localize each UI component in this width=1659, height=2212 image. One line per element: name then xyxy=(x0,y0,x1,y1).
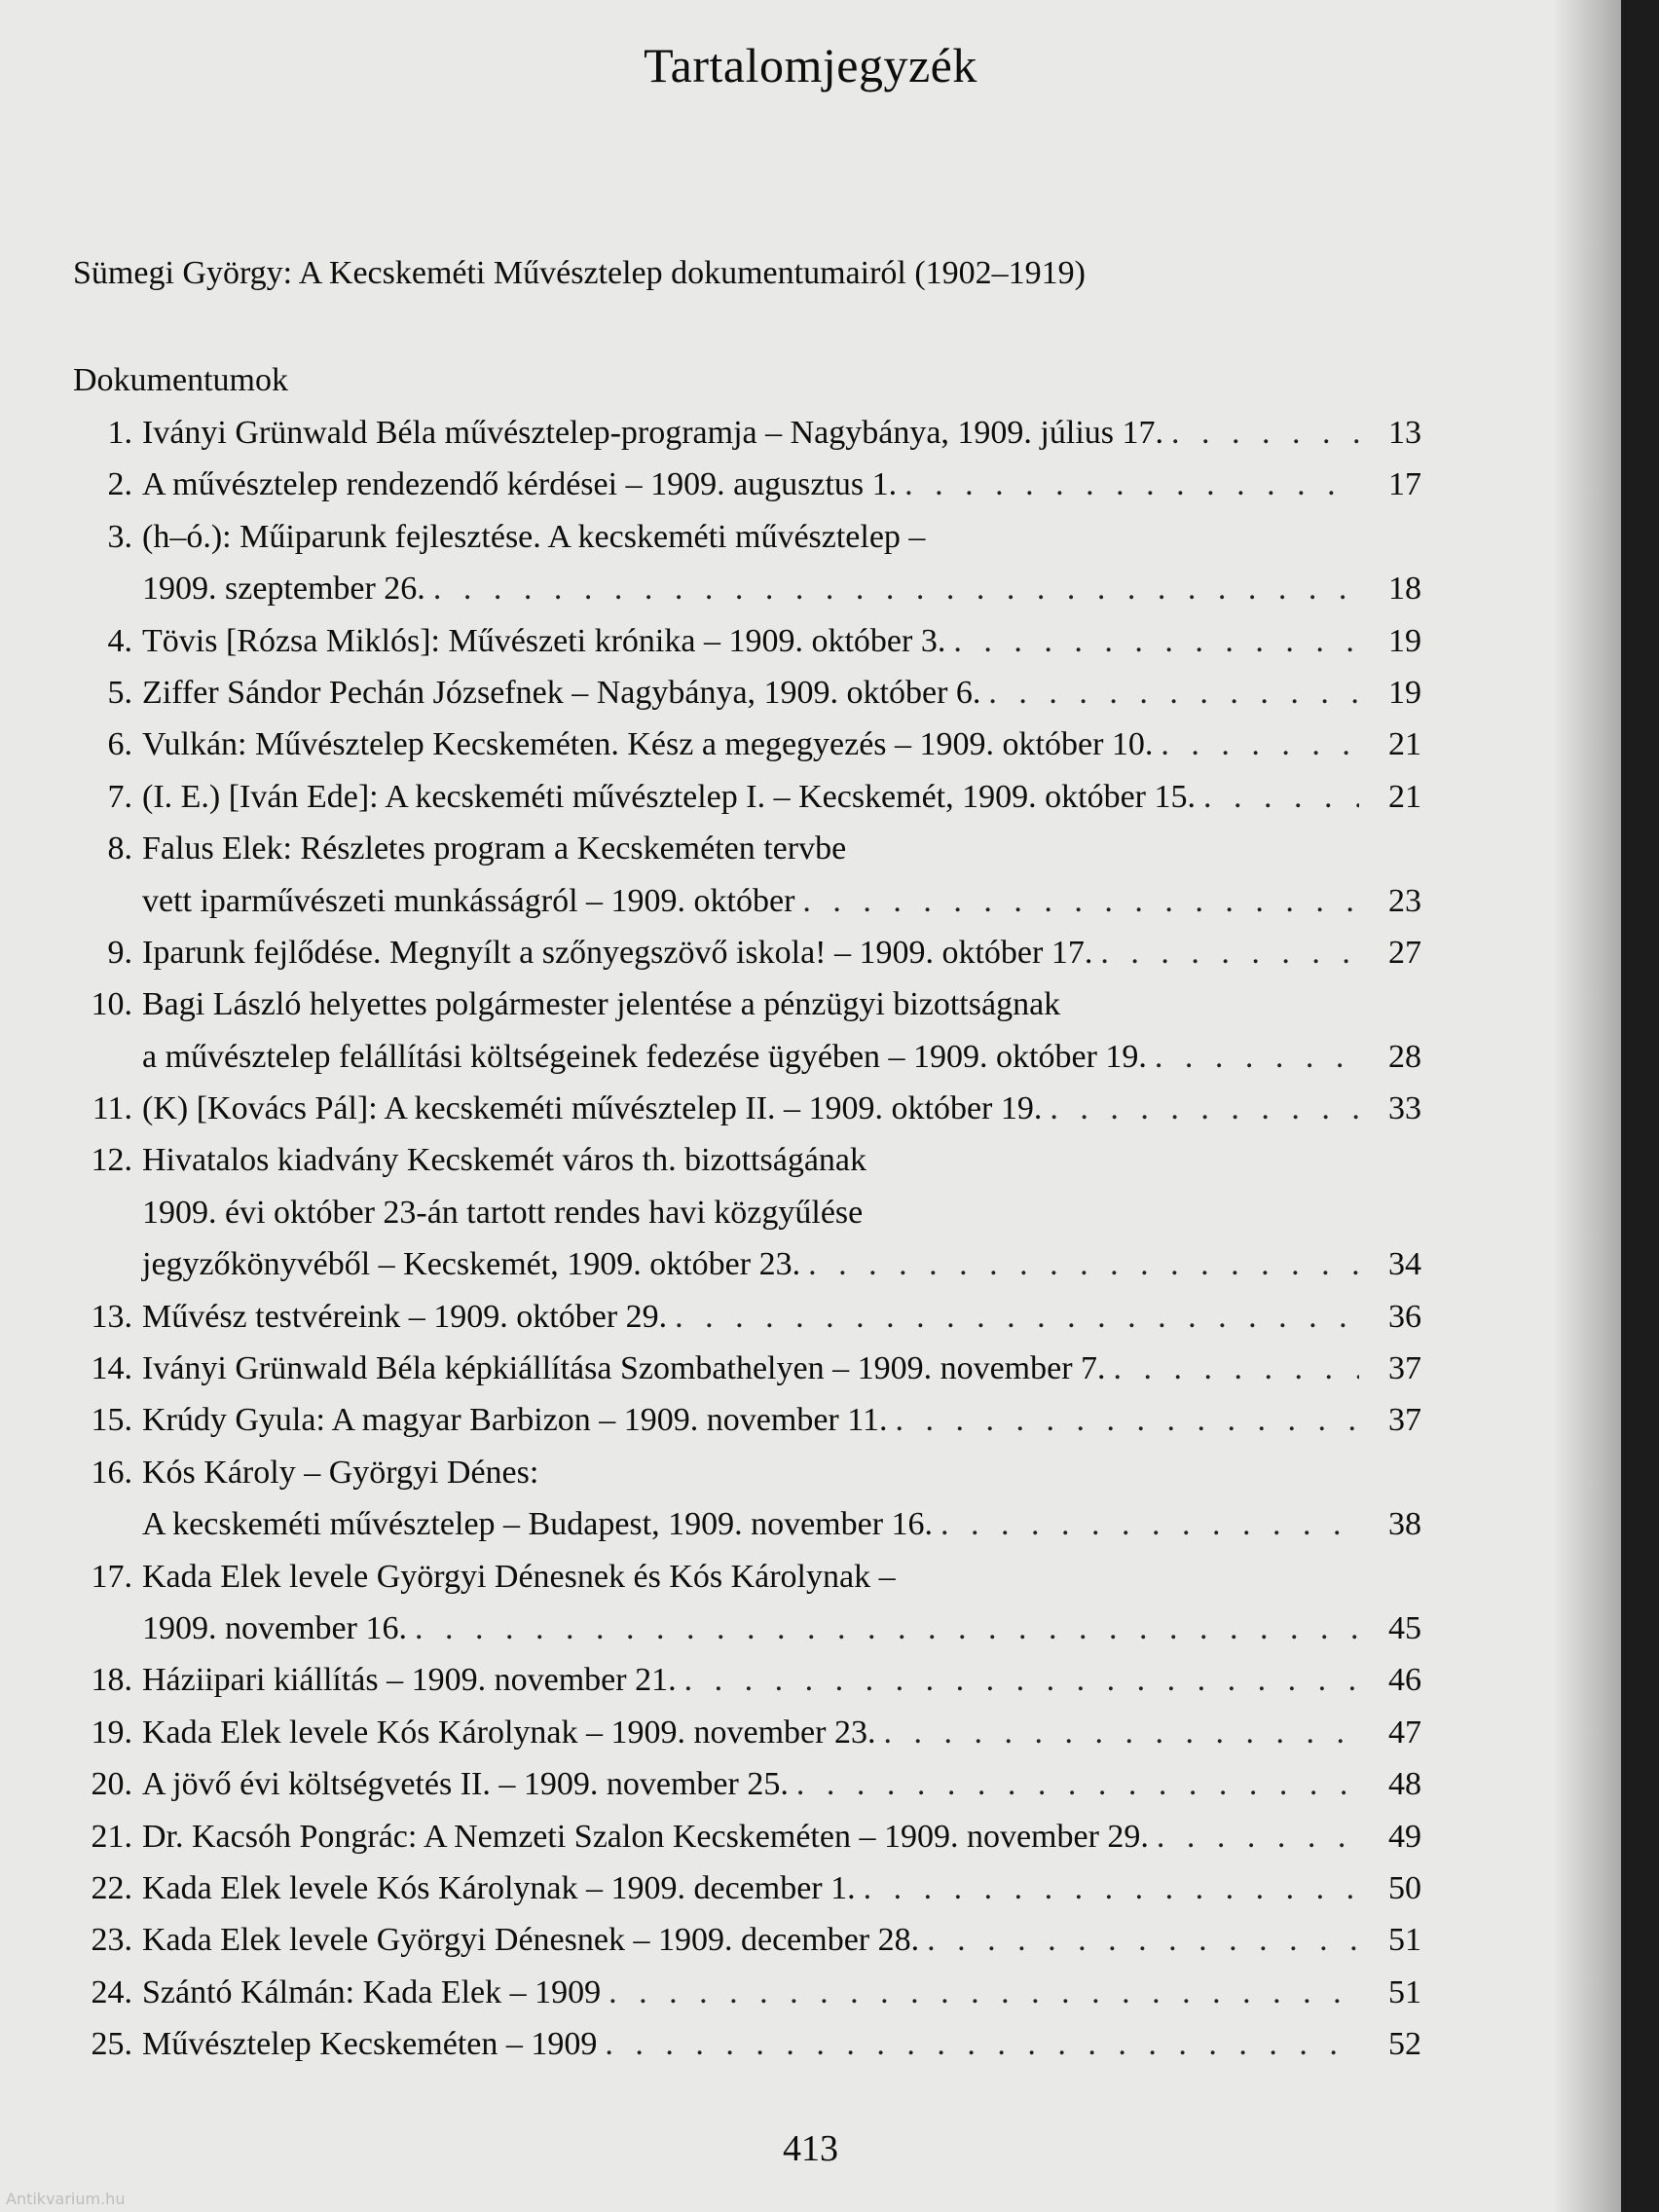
toc-entry-page: 50 xyxy=(1388,1869,1421,1906)
dot-leader xyxy=(1203,771,1359,823)
toc-entry xyxy=(58,1862,1421,1914)
toc-entry-text: 1909. szeptember 26. xyxy=(142,571,425,608)
toc-entry-page: 18 xyxy=(1388,571,1421,608)
toc-entry-text: Kada Elek levele Györgyi Dénesnek és Kós Károlynak – xyxy=(142,1558,896,1595)
toc-entry-line xyxy=(58,1083,1421,1134)
toc-entry xyxy=(58,615,1421,667)
dot-leader xyxy=(953,615,1359,667)
toc-entry-number: 11. xyxy=(92,1090,132,1127)
toc-entry-number: 7. xyxy=(107,778,132,815)
dot-leader xyxy=(1050,1083,1359,1134)
toc-entry xyxy=(58,1758,1421,1810)
toc-entry-line xyxy=(58,823,1421,874)
toc-entry xyxy=(58,2018,1421,2070)
toc-entry-page: 21 xyxy=(1388,778,1421,815)
toc-entry-page: 51 xyxy=(1388,1922,1421,1959)
page-number: 413 xyxy=(783,2128,838,2169)
toc-entry xyxy=(58,1343,1421,1394)
toc-entry-page: 23 xyxy=(1388,882,1421,919)
dot-leader xyxy=(802,875,1359,927)
toc-entry-number: 23. xyxy=(91,1922,132,1959)
toc-entry-text: Vulkán: Művésztelep Kecskeméten. Kész a megegyezés – 1909. október 10. xyxy=(142,726,1154,763)
toc-entry-text: Bagi László helyettes polgármester jelentése a pénzügyi bizottságnak xyxy=(142,986,1061,1023)
toc-entry xyxy=(58,1551,1421,1655)
toc-entry xyxy=(58,719,1421,770)
toc-entry-line xyxy=(58,1811,1421,1862)
toc-entry-line xyxy=(58,459,1421,510)
toc-entry-text: Ziffer Sándor Pechán Józsefnek – Nagybánya, 1909. október 6. xyxy=(142,674,981,711)
toc-entry-line xyxy=(58,1343,1421,1394)
toc-entry-line xyxy=(58,1238,1421,1290)
toc-entry-number: 9. xyxy=(107,934,132,971)
toc-entry-page: 51 xyxy=(1388,1973,1421,2010)
toc-entry-page: 48 xyxy=(1388,1766,1421,1803)
toc-entry-number: 19. xyxy=(91,1714,132,1751)
dot-leader xyxy=(904,459,1359,510)
toc-entry xyxy=(58,1707,1421,1758)
toc-entry-line xyxy=(58,1758,1421,1810)
toc-entry-number: 13. xyxy=(91,1298,132,1335)
dot-leader xyxy=(895,1394,1359,1446)
toc-entry-number: 20. xyxy=(91,1766,132,1803)
dot-leader xyxy=(1155,1031,1359,1083)
toc-entry-page: 47 xyxy=(1388,1714,1421,1751)
toc-entry-number: 4. xyxy=(107,622,132,659)
toc-entry-line xyxy=(58,511,1421,563)
toc-entry-text: Tövis [Rózsa Miklós]: Művészeti krónika – 1909. október 3. xyxy=(142,622,946,659)
toc-entry-line xyxy=(58,1498,1421,1550)
toc-entry-page: 45 xyxy=(1388,1609,1421,1646)
toc-entry-line xyxy=(58,1654,1421,1706)
toc-entry-text: 1909. évi október 23-án tartott rendes havi közgyűlése xyxy=(142,1194,864,1231)
toc-entry-text: A jövő évi költségvetés II. – 1909. november 25. xyxy=(142,1766,789,1803)
toc-entry-page: 28 xyxy=(1388,1038,1421,1075)
toc-entry-number: 16. xyxy=(91,1454,132,1491)
toc-entry xyxy=(58,511,1421,615)
toc-entry-page: 38 xyxy=(1388,1506,1421,1543)
toc-entry-line xyxy=(58,667,1421,719)
toc-entry-line xyxy=(58,563,1421,614)
toc-entry-number: 25. xyxy=(91,2026,132,2063)
toc-entry-line xyxy=(58,1862,1421,1914)
toc-entry-page: 36 xyxy=(1388,1298,1421,1335)
toc-entry-text: Hivatalos kiadvány Kecskemét város th. bizottságának xyxy=(142,1142,866,1179)
toc-entry-page: 34 xyxy=(1388,1246,1421,1283)
toc-entry-page: 27 xyxy=(1388,934,1421,971)
dot-leader xyxy=(864,1862,1359,1914)
dot-leader xyxy=(608,1967,1359,2018)
toc-entry xyxy=(58,1654,1421,1706)
toc-entry-line xyxy=(58,719,1421,770)
toc-entry-line xyxy=(58,1551,1421,1603)
toc-entry-text: a művésztelep felállítási költségeinek fedezése ügyében – 1909. október 19. xyxy=(142,1038,1147,1075)
toc-entry-number: 18. xyxy=(91,1662,132,1699)
page-edge-shadow xyxy=(1553,0,1621,2212)
toc-entry xyxy=(58,1811,1421,1862)
toc-entry-line xyxy=(58,1031,1421,1083)
toc-entry-text: Háziipari kiállítás – 1909. november 21. xyxy=(142,1662,677,1699)
dot-leader xyxy=(796,1758,1359,1810)
toc-entry xyxy=(58,1447,1421,1551)
toc-entry-text: (h–ó.): Műiparunk fejlesztése. A kecskeméti művésztelep – xyxy=(142,518,926,555)
dot-leader xyxy=(1114,1343,1359,1394)
toc-entry-text: 1909. november 16. xyxy=(142,1609,407,1646)
toc-entry-number: 3. xyxy=(107,518,132,555)
toc-entry-number: 22. xyxy=(91,1869,132,1906)
toc-entry xyxy=(58,1083,1421,1134)
section-heading: Dokumentumok xyxy=(73,362,288,398)
toc-entry-number: 14. xyxy=(91,1350,132,1387)
intro-entry: Sümegi György: A Kecskeméti Művésztelep dokumentumairól (1902–1919) xyxy=(73,255,1086,291)
toc-entry-number: 6. xyxy=(107,726,132,763)
toc-entry-page: 19 xyxy=(1388,674,1421,711)
toc-entry-line xyxy=(58,615,1421,667)
watermark: Antikvarium.hu xyxy=(6,2190,126,2208)
toc-entry-number: 10. xyxy=(91,986,132,1023)
dot-leader xyxy=(927,1914,1359,1966)
toc-entry-page: 37 xyxy=(1388,1350,1421,1387)
toc-entry-line xyxy=(58,1291,1421,1343)
toc-entry-text: Kós Károly – Györgyi Dénes: xyxy=(142,1454,539,1491)
toc-entry xyxy=(58,1394,1421,1446)
toc-entry-text: Iparunk fejlődése. Megnyílt a szőnyegszövő iskola! – 1909. október 17. xyxy=(142,934,1093,971)
toc-entry-text: Művész testvéreink – 1909. október 29. xyxy=(142,1298,668,1335)
toc-entry xyxy=(58,771,1421,823)
dot-leader xyxy=(433,563,1359,614)
toc-entry-line xyxy=(58,1134,1421,1186)
dot-leader xyxy=(988,667,1359,719)
dot-leader xyxy=(675,1291,1359,1343)
toc-entry-page: 13 xyxy=(1388,415,1421,451)
dot-leader xyxy=(605,2018,1359,2070)
toc-entry-number: 1. xyxy=(107,415,132,451)
toc-entry-line xyxy=(58,1707,1421,1758)
toc-entry-text: Kada Elek levele Kós Károlynak – 1909. november 23. xyxy=(142,1714,876,1751)
dot-leader xyxy=(1171,407,1359,459)
toc-entry-text: A kecskeméti művésztelep – Budapest, 1909. november 16. xyxy=(142,1506,934,1543)
toc-entry-text: Iványi Grünwald Béla művésztelep-programja – Nagybánya, 1909. július 17. xyxy=(142,415,1164,451)
toc-entry-line xyxy=(58,1914,1421,1966)
toc-entry-line xyxy=(58,1187,1421,1238)
toc-entry-line xyxy=(58,1967,1421,2018)
toc-entry xyxy=(58,978,1421,1083)
toc-entry xyxy=(58,1291,1421,1343)
toc-entry-number: 21. xyxy=(91,1818,132,1855)
toc-entry-text: Dr. Kacsóh Pongrác: A Nemzeti Szalon Kecskeméten – 1909. november 29. xyxy=(142,1818,1149,1855)
toc-entry-page: 37 xyxy=(1388,1402,1421,1439)
toc-list xyxy=(58,407,1421,2071)
toc-entry-line xyxy=(58,927,1421,978)
toc-entry-page: 46 xyxy=(1388,1662,1421,1699)
toc-entry-number: 12. xyxy=(91,1142,132,1179)
toc-entry xyxy=(58,1967,1421,2018)
toc-entry-number: 17. xyxy=(91,1558,132,1595)
dot-leader xyxy=(415,1603,1359,1654)
toc-entry xyxy=(58,407,1421,459)
toc-entry-text: A művésztelep rendezendő kérdései – 1909. augusztus 1. xyxy=(142,466,898,503)
toc-entry-line xyxy=(58,1447,1421,1498)
dot-leader xyxy=(940,1498,1359,1550)
dot-leader xyxy=(1161,719,1359,770)
toc-entry xyxy=(58,1914,1421,1966)
toc-entry-number: 2. xyxy=(107,466,132,503)
toc-entry-line xyxy=(58,978,1421,1030)
toc-entry-line xyxy=(58,875,1421,927)
toc-entry xyxy=(58,927,1421,978)
toc-entry-line xyxy=(58,771,1421,823)
toc-entry-page: 17 xyxy=(1388,466,1421,503)
toc-entry-number: 5. xyxy=(107,674,132,711)
dot-leader xyxy=(684,1654,1359,1706)
page-title: Tartalomjegyzék xyxy=(644,38,977,92)
toc-entry-number: 8. xyxy=(107,830,132,867)
dot-leader xyxy=(808,1238,1359,1290)
toc-entry-text: Kada Elek levele Györgyi Dénesnek – 1909. december 28. xyxy=(142,1922,920,1959)
toc-entry xyxy=(58,1134,1421,1290)
dot-leader xyxy=(883,1707,1359,1758)
toc-entry xyxy=(58,667,1421,719)
toc-entry-text: Kada Elek levele Kós Károlynak – 1909. december 1. xyxy=(142,1869,856,1906)
toc-entry-text: (K) [Kovács Pál]: A kecskeméti művésztelep II. – 1909. október 19. xyxy=(142,1090,1043,1127)
toc-entry-text: Falus Elek: Részletes program a Kecskeméten tervbe xyxy=(142,830,847,867)
toc-entry-line xyxy=(58,1603,1421,1654)
toc-entry-number: 15. xyxy=(91,1402,132,1439)
toc-entry-line xyxy=(58,1394,1421,1446)
toc-entry-page: 19 xyxy=(1388,622,1421,659)
toc-entry-text: Szántó Kálmán: Kada Elek – 1909 xyxy=(142,1973,602,2010)
toc-entry-page: 21 xyxy=(1388,726,1421,763)
toc-entry-text: vett iparművészeti munkásságról – 1909. október xyxy=(142,882,795,919)
toc-entry-text: jegyzőkönyvéből – Kecskemét, 1909. október 23. xyxy=(142,1246,801,1283)
toc-entry-line xyxy=(58,2018,1421,2070)
toc-entry-text: Művésztelep Kecskeméten – 1909 xyxy=(142,2026,598,2063)
toc-entry-text: Krúdy Gyula: A magyar Barbizon – 1909. november 11. xyxy=(142,1402,888,1439)
dot-leader xyxy=(1157,1811,1359,1862)
dot-leader xyxy=(1100,927,1359,978)
toc-entry-number: 24. xyxy=(91,1973,132,2010)
toc-entry-page: 52 xyxy=(1388,2026,1421,2063)
toc-entry-page: 49 xyxy=(1388,1818,1421,1855)
toc-entry xyxy=(58,459,1421,510)
toc-entry-text: Iványi Grünwald Béla képkiállítása Szombathelyen – 1909. november 7. xyxy=(142,1350,1106,1387)
toc-entry-line xyxy=(58,407,1421,459)
toc-entry-text: (I. E.) [Iván Ede]: A kecskeméti művésztelep I. – Kecskemét, 1909. október 15. xyxy=(142,778,1196,815)
toc-entry xyxy=(58,823,1421,927)
toc-entry-page: 33 xyxy=(1388,1090,1421,1127)
